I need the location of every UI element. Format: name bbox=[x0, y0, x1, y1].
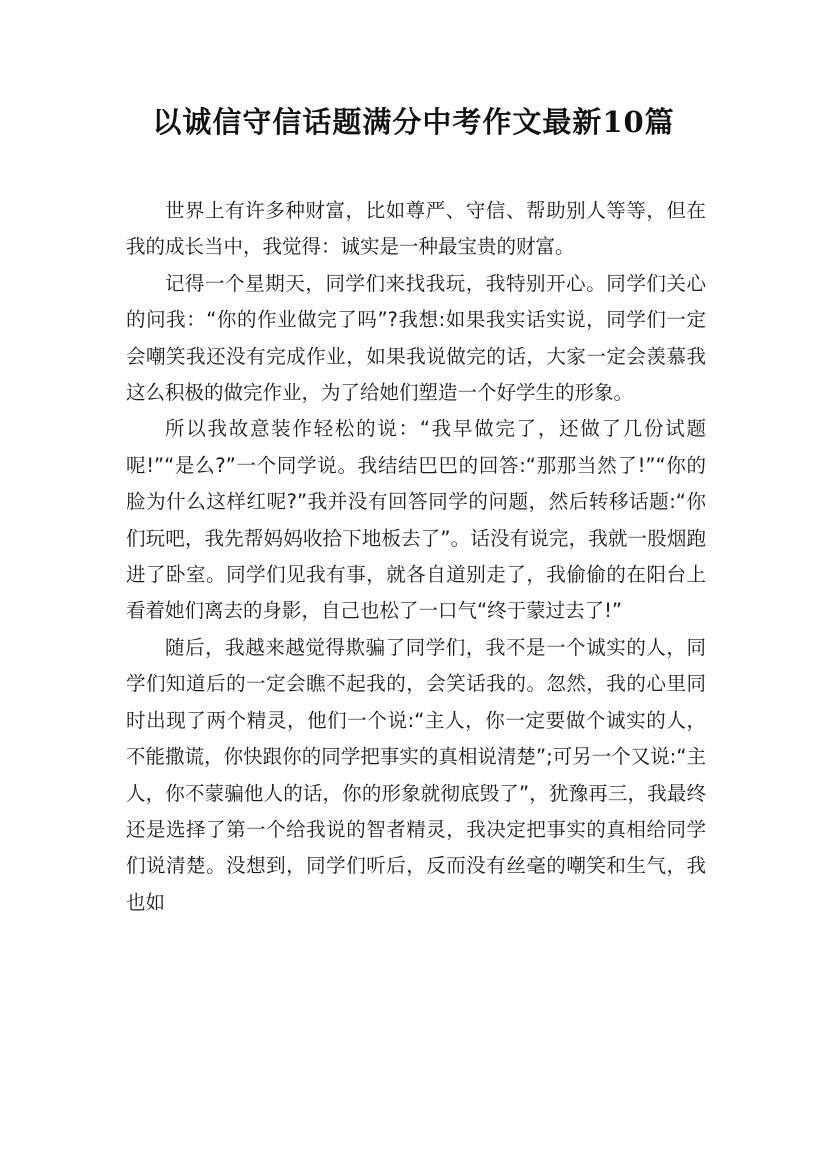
paragraph: 世界上有许多种财富，比如尊严、守信、帮助别人等等，但在我的成长当中，我觉得：诚实是一种最宝贵的财富。 bbox=[126, 199, 706, 259]
document-title: 以诚信守信话题满分中考作文最新10篇 bbox=[152, 105, 675, 139]
paragraph: 记得一个星期天，同学们来找我玩，我特别开心。同学们关心的问我：“你的作业做完了吗”?我想:如果我实话实说，同学们一定会嘲笑我还没有完成作业，如果我说做完的话，大家一定会羡慕我这么积极的做完作业，为了给她们塑造一个好学生的形象。 bbox=[126, 271, 706, 405]
document-body bbox=[126, 193, 706, 921]
paragraph: 所以我故意装作轻松的说：“我早做完了，还做了几份试题呢!”“是么?”一个同学说。我结结巴巴的回答:“那那当然了!”“你的脸为什么这样红呢?”我并没有回答同学的问题，然后转移话题:“你们玩吧，我先帮妈妈收拾下地板去了”。话没有说完，我就一股烟跑进了卧室。同学们见我有事，就各自道别走了，我偷偷的在阳台上看着她们离去的身影，自己也松了一口气“终于蒙过去了!” bbox=[126, 417, 706, 623]
paragraph: 随后，我越来越觉得欺骗了同学们，我不是一个诚实的人，同学们知道后的一定会瞧不起我的，会笑话我的。忽然，我的心里同时出现了两个精灵，他们一个说:“主人，你一定要做个诚实的人，不能撒谎，你快跟你的同学把事实的真相说清楚”;可另一个又说:“主人，你不蒙骗他人的话，你的形象就彻底毁了”，犹豫再三，我最终还是选择了第一个给我说的智者精灵，我决定把事实的真相给同学们说清楚。没想到，同学们听后，反而没有丝毫的嘲笑和生气，我也如 bbox=[126, 635, 706, 914]
